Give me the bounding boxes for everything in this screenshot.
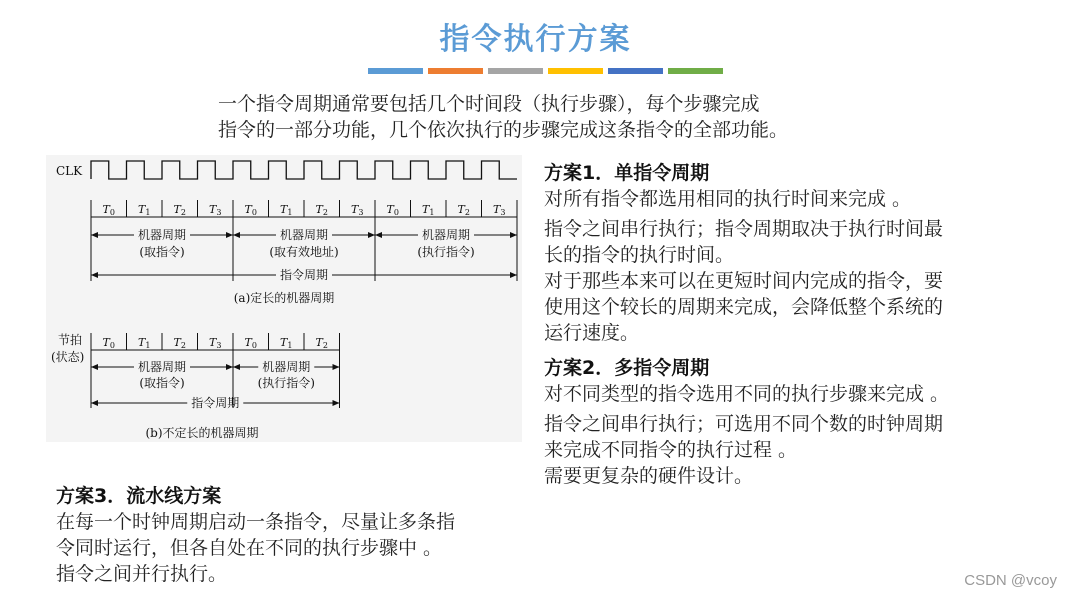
- clk-waveform: [91, 161, 517, 179]
- beat-label: 节拍: [58, 333, 83, 347]
- span-label: 指令周期: [279, 268, 329, 282]
- cycle-desc: (执行指令): [257, 376, 315, 390]
- scheme-2: [544, 355, 1014, 489]
- intro-line: 指令的一部分功能，几个依次执行的步骤完成这条指令的全部功能。: [218, 119, 789, 141]
- scheme-1-line: 对所有指令都选用相同的执行时间来完成 。: [544, 188, 912, 210]
- t-state-label: T2: [315, 203, 328, 217]
- intro-line: 一个指令周期通常要包括几个时间段（执行步骤），每个步骤完成: [218, 93, 760, 115]
- arrow-head: [333, 400, 340, 406]
- arrow-head: [233, 364, 240, 370]
- accent-bar: [608, 68, 663, 74]
- arrow-head: [510, 272, 517, 278]
- scheme-1-heading: 方案1．单指令周期: [544, 162, 710, 184]
- clk-label: CLK: [56, 164, 83, 178]
- t-state-label: T2: [315, 336, 328, 350]
- scheme-2-line: 来完成不同指令的执行过程 。: [544, 439, 798, 461]
- caption: (b)不定长的机器周期: [145, 426, 259, 440]
- arrow-head: [226, 232, 233, 238]
- arrow-head: [91, 400, 98, 406]
- t-state-label: T0: [102, 336, 115, 350]
- timing-diagram: [46, 155, 522, 442]
- t-state-label: T2: [173, 203, 186, 217]
- arrow-head: [510, 232, 517, 238]
- arrow-head: [375, 232, 382, 238]
- scheme-1-line: 运行速度。: [544, 322, 640, 344]
- accent-bars: [368, 68, 723, 74]
- arrow-head: [91, 272, 98, 278]
- caption: (a)定长的机器周期: [233, 291, 335, 305]
- t-state-label: T0: [244, 203, 257, 217]
- t-state-label: T0: [386, 203, 399, 217]
- scheme-3-line: 在每一个时钟周期启动一条指令，尽量让多条指: [56, 511, 456, 533]
- t-state-label: T1: [280, 336, 293, 350]
- span-label: 机器周期: [279, 228, 329, 242]
- accent-bar: [668, 68, 723, 74]
- accent-bar: [428, 68, 483, 74]
- arrow-head: [91, 364, 98, 370]
- scheme-1-line: 对于那些本来可以在更短时间内完成的指令，要: [544, 270, 944, 292]
- span-label: 机器周期: [137, 360, 187, 374]
- arrow-head: [226, 364, 233, 370]
- page-title: 指令执行方案: [439, 22, 632, 57]
- scheme-3-line: 令同时运行，但各自处在不同的执行步骤中 。: [56, 537, 443, 559]
- cycle-desc: (取指令): [139, 245, 185, 259]
- scheme-1-line: 使用这个较长的周期来完成，会降低整个系统的: [544, 296, 944, 318]
- span-label: 机器周期: [262, 360, 311, 374]
- arrow-head: [368, 232, 375, 238]
- scheme-3: [56, 483, 526, 587]
- span-label: 机器周期: [137, 228, 187, 242]
- t-state-label: T1: [280, 203, 293, 217]
- span-label: 指令周期: [191, 396, 240, 410]
- t-state-label: T1: [422, 203, 435, 217]
- cycle-desc: (执行指令): [417, 245, 475, 259]
- t-state-label: T3: [351, 203, 364, 217]
- state-label: (状态): [51, 350, 85, 364]
- t-state-label: T3: [493, 203, 506, 217]
- arrow-head: [91, 232, 98, 238]
- t-state-label: T1: [138, 203, 151, 217]
- arrow-head: [333, 364, 340, 370]
- accent-bar: [548, 68, 603, 74]
- accent-bar: [368, 68, 423, 74]
- scheme-2-heading: 方案2．多指令周期: [544, 357, 710, 379]
- scheme-2-line: 指令之间串行执行；可选用不同个数的时钟周期: [544, 413, 944, 435]
- t-state-label: T0: [244, 336, 257, 350]
- t-state-label: T2: [457, 203, 470, 217]
- timing-diagram-svg: [46, 155, 522, 442]
- arrow-head: [233, 232, 240, 238]
- cycle-desc: (取有效地址): [269, 245, 339, 259]
- t-state-label: T0: [102, 203, 115, 217]
- scheme-2-line: 对不同类型的指令选用不同的执行步骤来完成 。: [544, 383, 950, 405]
- t-state-label: T3: [209, 336, 222, 350]
- cycle-desc: (取指令): [139, 376, 185, 390]
- scheme-1-line: 长的指令的执行时间。: [544, 244, 735, 266]
- intro-paragraph: [218, 91, 918, 143]
- accent-bar: [488, 68, 543, 74]
- scheme-1: [544, 160, 1014, 346]
- scheme-2-line: 需要更复杂的硬件设计。: [544, 465, 754, 487]
- scheme-1-line: 指令之间串行执行；指令周期取决于执行时间最: [544, 218, 944, 240]
- t-state-label: T3: [209, 203, 222, 217]
- t-state-label: T2: [173, 336, 186, 350]
- scheme-3-heading: 方案3．流水线方案: [56, 485, 222, 507]
- watermark: CSDN @vcoy: [964, 572, 1057, 589]
- span-label: 机器周期: [421, 228, 471, 242]
- t-state-label: T1: [138, 336, 151, 350]
- scheme-3-line: 指令之间并行执行。: [56, 563, 228, 585]
